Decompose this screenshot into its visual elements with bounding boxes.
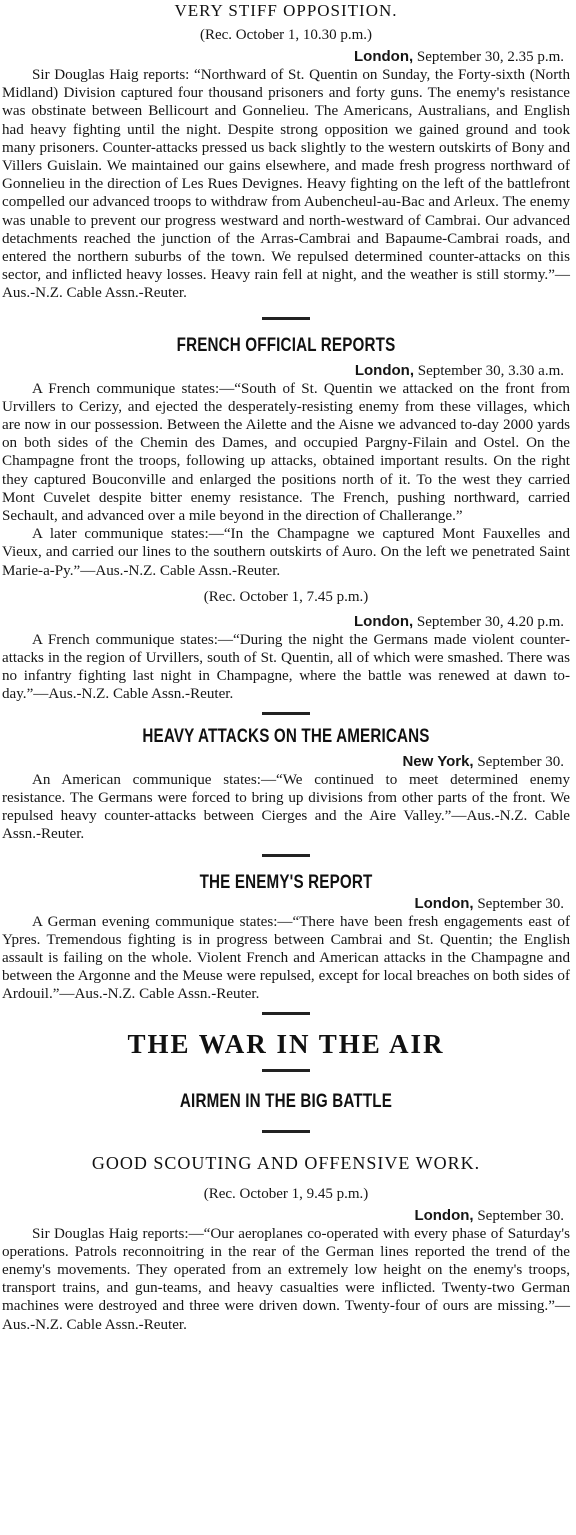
dateline-date: September 30, 2.35 p.m. xyxy=(416,49,564,65)
article-heading: VERY STIFF OPPOSITION. xyxy=(174,1,398,20)
dateline-date: September 30. xyxy=(477,1207,564,1224)
article-subheading: GOOD SCOUTING AND OFFENSIVE WORK. xyxy=(91,1152,481,1173)
dateline xyxy=(0,753,572,771)
dateline xyxy=(0,1207,572,1225)
section-divider xyxy=(262,854,310,857)
article-heading: THE WAR IN THE AIR xyxy=(127,1028,445,1059)
article-body: A French communique states:—“During the night the Germans made violent counter-attacks in the region of Urvillers, south of St. Quentin, all of which were smashed. There was no infantry fighting last night in Champagne, where the battle was renewed at dawn to-day.”—Aus.-N.Z. Cable Assn.-Reuter. xyxy=(2,631,570,703)
article-french-official-reports xyxy=(0,334,572,704)
dateline-date: September 30, 3.30 a.m. xyxy=(417,362,564,379)
dateline-place: London, xyxy=(354,612,414,630)
received-line: (Rec. October 1, 9.45 p.m.) xyxy=(203,1185,369,1202)
dateline xyxy=(0,895,572,913)
section-divider xyxy=(262,1069,310,1072)
section-divider xyxy=(262,712,310,715)
dateline-place: London, xyxy=(354,48,414,65)
dateline-place: London, xyxy=(414,894,474,912)
article-heading: HEAVY ATTACKS ON THE AMERICANS xyxy=(142,725,430,747)
article-body: Sir Douglas Haig reports: “Northward of St. Quentin on Sunday, the Forty-sixth (North Midland) Division captured four thousand prisoners and forty guns. The enemy's resistance was obstinate between Bellicourt and Gonnelieu. The Americans, Australians, and English had heavy fighting until the night. Despite strong opposition we gained ground and took many prisoners. Counter-attacks pressed us back slightly to the western outskirts of Bony and Villers Guislain. We maintained our gains elsewhere, and made fresh progress northward of Gonnelieu in the direction of Les Rues Devignes. Heavy fighting on the left of the battlefront compelled our advanced troops to withdraw from Aubencheul-au-Bac and Arleux. The enemy was unable to prevent our progress westward and north-westward of Cambrai. Our advanced detachments reached the junction of the Arras-Cambrai and Bapaume-Cambrai roads, and entered the northern suburbs of the town. We repulsed determined counter-attacks on this sector, and inflicted heavy losses. Heavy rain fell at night, and the weather is still stormy.”—Aus.-N.Z. Cable Assn.-Reuter. xyxy=(2,67,570,302)
received-line: (Rec. October 1, 7.45 p.m.) xyxy=(203,588,369,605)
dateline-place: New York, xyxy=(402,752,474,770)
article-body: A German evening communique states:—“There have been fresh engagements east of Ypres. Tremendous fighting is in progress between Cambrai and St. Quentin; the English assault is failing on the whole. Violent French and American attacks in the Champagne and between the Argonne and the Meuse were repulsed, except for local breaches on both sides of Ardouil.”—Aus.-N.Z. Cable Assn.-Reuter. xyxy=(2,913,570,1003)
dateline-place: London, xyxy=(354,361,415,379)
dateline xyxy=(0,362,572,380)
article-body: A French communique states:—“South of St. Quentin we attacked on the front from Urvillers to Cerizy, and ejected the desperately-resisting enemy from these villages, which are now in our possession. Between the Ailette and the Aisne we advanced to-day 2000 yards on both sides of the Chemin des Dames, and occupied Pargny-Filain and Ostel. On the Champagne front the troops, following up attacks, obtained important results. On the right they captured Bouconville and enlarged the positions north of it. To the west they carried Mont Cuvelet despite bitter enemy resistance. The French, pushing northward, carried Sechault, and advanced over a mile beyond in the direction of Challerange.” xyxy=(2,380,570,525)
article-heading: FRENCH OFFICIAL REPORTS xyxy=(176,334,396,356)
article-subheading: AIRMEN IN THE BIG BATTLE xyxy=(179,1090,393,1112)
article-body: A later communique states:—“In the Champagne we captured Mont Fauxelles and Vieux, and carried our lines to the southern outskirts of Auro. On the left we penetrated Saint Marie-a-Py.”—Aus.-N.Z. Cable Assn.-Reuter. xyxy=(2,526,570,579)
article-war-in-the-air xyxy=(0,1027,572,1334)
dateline-date: September 30. xyxy=(477,753,564,770)
article-body: An American communique states:—“We continued to meet determined enemy resistance. The Germans were forced to bring up divisions from other parts of the front. We repulsed heavy counter-attacks between Cierges and the Aire Valley.”—Aus.-N.Z. Cable Assn.-Reuter. xyxy=(2,771,570,843)
dateline-date: September 30, 4.20 p.m. xyxy=(416,613,564,630)
dateline xyxy=(0,48,572,66)
article-enemy-report xyxy=(0,871,572,1004)
dateline-date: September 30. xyxy=(477,895,564,912)
article-very-stiff-opposition xyxy=(0,0,572,303)
section-divider xyxy=(262,317,310,320)
dateline-place: London, xyxy=(414,1206,474,1224)
article-heavy-attacks-americans xyxy=(0,725,572,844)
section-divider xyxy=(262,1012,310,1015)
article-body: Sir Douglas Haig reports:—“Our aeroplanes co-operated with every phase of Saturday's operations. Patrols reconnoitring in the rear of the German lines reported the trend of the enemy's movements. They operated from an extremely low height on the enemy's troops, transport trains, and gun-teams, and heavy casualties were inflicted. Twenty-two German machines were destroyed and three were driven down. Twenty-four of ours are missing.”—Aus.-N.Z. Cable Assn.-Reuter. xyxy=(2,1225,570,1333)
section-divider xyxy=(262,1130,310,1133)
dateline xyxy=(0,613,572,631)
article-heading: THE ENEMY'S REPORT xyxy=(199,871,373,893)
received-line: (Rec. October 1, 10.30 p.m.) xyxy=(199,27,373,43)
